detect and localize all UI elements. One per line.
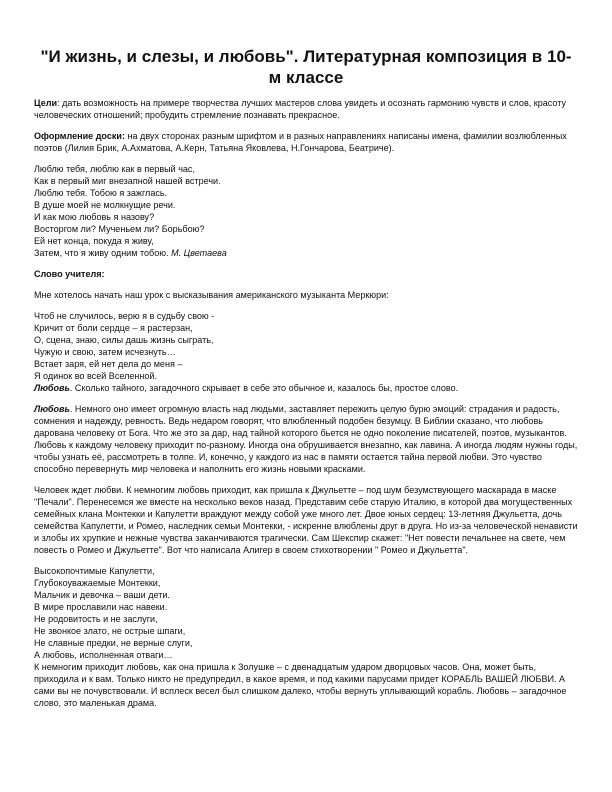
board-text: на двух сторонах разным шрифтом и в разных направлениях написаны имена, фамилии возлюбленных поэтов (Лилия Брик, А.Ахматова, А.Керн, Татьяна Яковлева, Н.Гончарова, Беатриче). [34,131,567,153]
juliet-paragraph: Человек ждет любви. К немногим любовь приходит, как пришла к Джульетте – под шум безумствующего маскарада в маске "Печали". Перенесемся же вместе на несколько веков назад. Представим себе старую Италию, в которой два могущественных семейных клана Монтекки и Капулетти враждуют между собой уже много лет. Двое юных сердец: 13-летняя Джульетта, дочь семейства Капулетти, и Ромео, наследник семьи Монтекки, - искренне влюблены друг в друга. Но из-за человеческой ненависти и злобы их хрупкие и нежные чувства заканчиваются трагически. Сам Шекспир скажет: "Нет повести печальнее на свете, чем повесть о Ромео и Джульетте". Вот что написала Алигер в своем стихотворении " Ромео и Джульетта". [34,485,578,555]
board-label: Оформление доски: [34,131,125,141]
love-paragraph-label: Любовь [34,404,70,414]
goals-label: Цели [34,98,58,108]
poem-tsvetaeva-text: Люблю тебя, люблю как в первый час, Как в первый миг внезапной нашей встречи. Люблю тебя. Тобою я зажглась. В душе моей не молкнущие речи. И как мою любовь я назову? Восторгом ли? Мученьем ли? Борьбою? Ей нет конца, покуда я живу, Затем, что я живу одним тобою. [34,164,221,258]
love-line-text: . Сколько тайного, загадочного скрывает в себе это обычное и, казалось бы, простое слово. [69,383,459,393]
poem-mercury: Чтоб не случилось, верю я в судьбу свою - Кричит от боли сердце – я растерзан, О, сцена, знаю, силы дашь жизнь сыграть, Чужую и свою, затем исчезнуть… Встает заря, ей нет дела до меня – Я одинок во всей Вселенной. [34,311,215,381]
teacher-heading: Слово учителя: [34,269,105,279]
love-paragraph-text: . Немного оно имеет огромную власть над людьми, заставляет пережить целую бурю эмоций: страдания и радость, сомнения и надежду, ревность. Ведь недаром говорят, что влюбленный подобен безумцу. В Библии сказано, что любовь дарована человеку от Бога. Что же это за дар, над тайной которого бьется не одно поколение писателей, поэтов, музыкантов. Любовь к каждому человеку приходит по-разному. Иногда она обрушивается внезапно, как лавина. А иногда людям нужны годы, чтобы узнать её, рассмотреть в толпе. И, конечно, у каждого из нас в памяти остается тайна первой любви. Это чувство способно перевернуть мир человека и наполнить его жизнь новыми красками. [34,404,578,474]
intro-paragraph: Мне хотелось начать наш урок с высказывания американского музыканта Меркюри: [34,290,389,300]
poem-tsvetaeva-author: М. Цветаева [171,248,227,258]
cinderella-paragraph: К немногим приходит любовь, как она пришла к Золушке – с двенадцатым ударом дворцовых часов. Она, может быть, приходила и к вам. Только никто не предупредил, в какое время, и под какими парусами придет КОРАБЛЬ ВАШЕЙ ЛЮБВИ. А сами вы не почувствовали. И всплеск весел был слишком далеко, чтобы вернуть уплывающий корабль. Любовь – загадочное слово, это маленькая драма. [34,662,567,708]
love-paragraph [34,403,580,475]
board-paragraph [34,130,580,154]
love-line [34,382,580,394]
poem-aliger: Высокопочтимые Капулетти, Глубокоуважаемые Монтекки, Мальчик и девочка – ваши дети. В мире прославили нас навеки. Не родовитость и не заслуги, Не звонкое злато, не острые шпаги, Не славные предки, не верные слуги, А любовь, исполненная отваги… [34,566,193,660]
goals-text: : дать возможность на примере творчества лучших мастеров слова увидеть и осознать гармонию чувств и слов, красоту человеческих отношений; пробудить стремление познавать прекрасное. [34,98,567,120]
poem-tsvetaeva [34,163,580,259]
document-body [34,97,580,709]
love-line-label: Любовь [34,383,70,393]
page-title: "И жизнь, и слезы, и любовь". Литературная композиция в 10-м классе [40,47,572,87]
goals-paragraph [34,97,580,121]
